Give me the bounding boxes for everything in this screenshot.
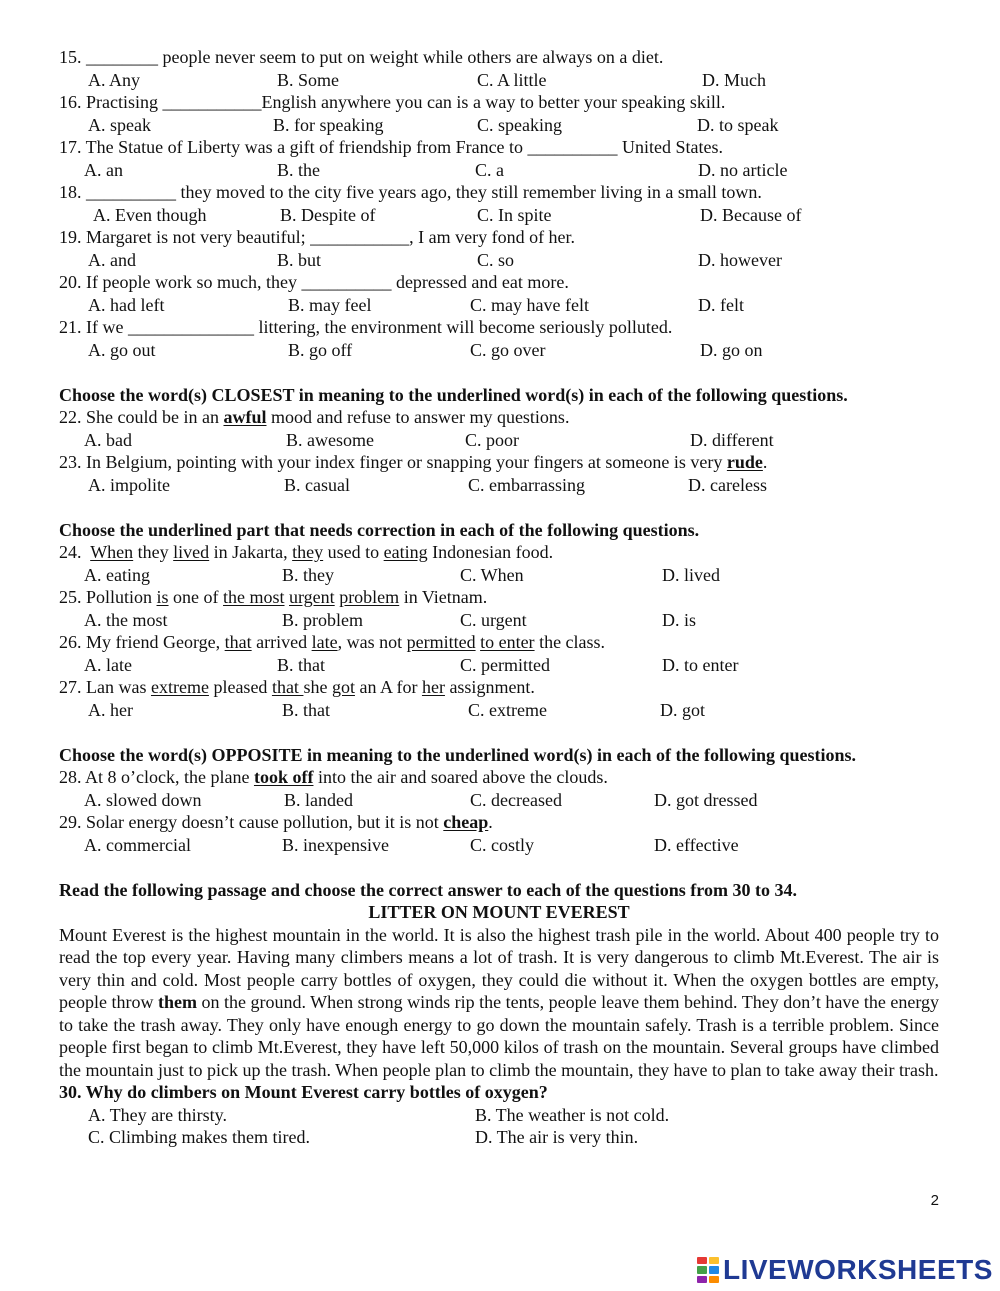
- option-a[interactable]: A. late: [84, 654, 132, 675]
- underlined-word: problem: [339, 587, 400, 607]
- underlined-word: cheap: [443, 812, 489, 832]
- options-row: [59, 564, 939, 587]
- option-d[interactable]: D. effective: [654, 834, 739, 855]
- stem-text: they: [133, 542, 174, 562]
- option-a[interactable]: A. eating: [84, 564, 150, 585]
- stem-text: 26. My friend George,: [59, 632, 225, 652]
- underlined-word: took off: [253, 767, 314, 787]
- stem-text: arrived: [251, 632, 312, 652]
- question-stem: [59, 631, 939, 654]
- stem-text: mood and refuse to answer my questions.: [266, 407, 570, 427]
- option-d[interactable]: D. got dressed: [654, 789, 758, 810]
- section-closest-instruction: Choose the word(s) CLOSEST in meaning to the underlined word(s) in each of the following questions.: [59, 384, 848, 405]
- stem-text: in Vietnam.: [399, 587, 488, 607]
- option-b[interactable]: B. they: [282, 564, 334, 585]
- option-d[interactable]: D. The air is very thin.: [475, 1127, 639, 1147]
- option-c[interactable]: C. poor: [465, 429, 519, 450]
- underlined-word: permitted: [406, 632, 476, 652]
- underlined-word: to enter: [480, 632, 535, 652]
- question-stem: [59, 181, 939, 204]
- option-d[interactable]: D. careless: [688, 474, 767, 495]
- options-row: [59, 789, 939, 812]
- underlined-word: that: [271, 677, 304, 697]
- stem-text: 29. Solar energy doesn’t cause pollution, but it is not: [59, 812, 444, 832]
- question-stem: [59, 676, 939, 699]
- stem-text: 22. She could be in an: [59, 407, 224, 427]
- option-d[interactable]: D. no article: [698, 159, 788, 180]
- questions-group-correction: [59, 541, 939, 721]
- options-row: [59, 474, 939, 497]
- question-stem: [59, 766, 939, 789]
- option-d[interactable]: D. felt: [698, 294, 744, 315]
- reading-instruction: Read the following passage and choose the correct answer to each of the questions from 30 to 34.: [59, 879, 797, 900]
- option-c[interactable]: C. extreme: [468, 699, 547, 720]
- option-c[interactable]: C. go over: [470, 339, 546, 360]
- option-b[interactable]: B. The weather is not cold.: [475, 1104, 670, 1125]
- question-30-options-row1: [59, 1104, 939, 1127]
- option-c[interactable]: C. a: [475, 159, 504, 180]
- question-30-stem: 30. Why do climbers on Mount Everest carry bottles of oxygen?: [59, 1082, 548, 1102]
- option-d[interactable]: D. Because of: [700, 204, 802, 225]
- questions-group-opposite: [59, 766, 939, 856]
- section-correction-instruction: Choose the underlined part that needs correction in each of the following questions.: [59, 519, 700, 540]
- question-stem: [59, 586, 939, 609]
- underlined-word: lived: [173, 542, 210, 562]
- option-d[interactable]: D. to speak: [697, 114, 779, 135]
- stem-text: one of: [168, 587, 224, 607]
- option-b[interactable]: B. go off: [288, 339, 353, 360]
- questions-group-closest: [59, 406, 939, 496]
- liveworksheets-logo: [697, 1253, 993, 1287]
- option-c[interactable]: C. urgent: [460, 609, 527, 630]
- option-a[interactable]: A. impolite: [88, 474, 170, 495]
- stem-text: Indonesian food.: [427, 542, 554, 562]
- passage-text-before: Mount Everest is the highest mountain in the world. It is also the highest trash pile in the world. About 400 people try to read the top every year. Having many climbers means a lot of trash. It is very dangerous to climb Mt.Everest. The air is very thin and cold. Most people carry bottles of oxygen, they could die without it. When the oxygen bottles are empty, people throw: [59, 924, 939, 1012]
- options-row: [59, 699, 939, 722]
- question-stem: [59, 46, 939, 69]
- options-row: [59, 834, 939, 857]
- option-b[interactable]: B. casual: [284, 474, 350, 495]
- option-a[interactable]: A. had left: [88, 294, 165, 315]
- stem-text: 28. At 8 o’clock, the plane: [59, 767, 254, 787]
- brand-name: LIVEWORKSHEETS: [723, 1253, 993, 1285]
- option-b[interactable]: B. may feel: [288, 294, 372, 315]
- underlined-word: eating: [383, 542, 428, 562]
- option-c[interactable]: C. Climbing makes them tired.: [88, 1127, 310, 1147]
- option-c[interactable]: C. so: [477, 249, 515, 270]
- option-d[interactable]: D. to enter: [662, 654, 739, 675]
- option-c[interactable]: C. In spite: [477, 204, 552, 225]
- logo-square: [697, 1276, 707, 1283]
- option-c[interactable]: C. permitted: [460, 654, 550, 675]
- stem-text: she: [303, 677, 332, 697]
- stem-text: the class.: [534, 632, 606, 652]
- underlined-word: rude: [726, 452, 763, 472]
- question-stem: [59, 316, 939, 339]
- section-opposite-instruction: Choose the word(s) OPPOSITE in meaning to the underlined word(s) in each of the following questions.: [59, 744, 857, 765]
- option-c[interactable]: C. embarrassing: [468, 474, 585, 495]
- question-stem: [59, 271, 939, 294]
- options-row: [59, 69, 939, 92]
- option-b[interactable]: B. but: [277, 249, 322, 270]
- questions-group-a: [59, 46, 939, 361]
- options-row: [59, 609, 939, 632]
- underlined-word: late: [311, 632, 338, 652]
- option-b[interactable]: B. inexpensive: [282, 834, 389, 855]
- underlined-word: extreme: [150, 677, 209, 697]
- question-stem: [59, 811, 939, 834]
- option-b[interactable]: B. Some: [277, 69, 340, 90]
- option-c[interactable]: C. costly: [470, 834, 535, 855]
- option-b[interactable]: B. awesome: [286, 429, 374, 450]
- option-a[interactable]: A. speak: [88, 114, 151, 135]
- passage-bold-word: them: [157, 992, 197, 1012]
- option-b[interactable]: B. that: [277, 654, 325, 675]
- option-c[interactable]: C. When: [460, 564, 524, 585]
- passage-title: LITTER ON MOUNT EVEREST: [368, 902, 630, 922]
- option-b[interactable]: B. Despite of: [280, 204, 376, 225]
- question-30-options-row2: [59, 1126, 939, 1149]
- option-a[interactable]: A. Even though: [93, 204, 207, 225]
- stem-text: an A for: [354, 677, 422, 697]
- underlined-word: urgent: [289, 587, 335, 607]
- option-a[interactable]: A. They are thirsty.: [88, 1104, 227, 1125]
- option-b[interactable]: B. for speaking: [273, 114, 384, 135]
- option-d[interactable]: D. lived: [662, 564, 720, 585]
- option-c[interactable]: C. A little: [477, 69, 547, 90]
- option-a[interactable]: A. bad: [84, 429, 132, 450]
- options-row: [59, 654, 939, 677]
- underlined-word: her: [421, 677, 445, 697]
- option-a[interactable]: A. go out: [88, 339, 156, 360]
- option-d[interactable]: D. Much: [702, 69, 766, 90]
- stem-text: 23. In Belgium, pointing with your index finger or snapping your fingers at someone is very: [59, 452, 727, 472]
- option-b[interactable]: B. the: [277, 159, 320, 180]
- underlined-word: that: [224, 632, 252, 652]
- stem-text: 20. If people work so much, they __________ depressed and eat more.: [59, 272, 569, 292]
- option-a[interactable]: A. and: [88, 249, 136, 270]
- stem-text: into the air and soared above the clouds.: [313, 767, 608, 787]
- stem-text: 27. Lan was: [59, 677, 151, 697]
- option-a[interactable]: A. her: [88, 699, 133, 720]
- underlined-word: got: [331, 677, 355, 697]
- liveworksheets-logo-icon: [697, 1257, 719, 1283]
- logo-square: [709, 1266, 719, 1273]
- option-c[interactable]: C. decreased: [470, 789, 562, 810]
- option-d[interactable]: D. got: [660, 699, 705, 720]
- options-row: [59, 429, 939, 452]
- stem-text: 25. Pollution: [59, 587, 157, 607]
- option-b[interactable]: B. landed: [284, 789, 353, 810]
- stem-text: 18. __________ they moved to the city five years ago, they still remember living in a small town.: [59, 182, 762, 202]
- option-a[interactable]: A. the most: [84, 609, 168, 630]
- passage-text-after: on the ground. When strong winds rip the tents, people leave them behind. They don’t have the energy to take the trash away. They only have enough energy to go down the mountain safely. Trash is a terrible problem. Since people first began to climb Mt.Everest, they have left 50,000 kilos of trash on the mountain. Several groups have climbed the mountain just to pick up the trash. When people plan to climb the mountain, they have to plan to take away their trash.: [59, 992, 939, 1080]
- option-c[interactable]: C. may have felt: [470, 294, 589, 315]
- stem-text: used to: [323, 542, 384, 562]
- question-stem: [59, 541, 939, 564]
- option-a[interactable]: A. Any: [88, 69, 141, 90]
- worksheet-page: [59, 46, 939, 1149]
- option-a[interactable]: A. slowed down: [84, 789, 202, 810]
- option-d[interactable]: D. however: [698, 249, 782, 270]
- options-row: [59, 339, 939, 362]
- stem-text: 15. ________ people never seem to put on weight while others are always on a diet.: [59, 47, 664, 67]
- question-stem: [59, 91, 939, 114]
- stem-text: 21. If we ______________ littering, the environment will become seriously polluted.: [59, 317, 673, 337]
- logo-square: [697, 1266, 707, 1273]
- stem-text: 16. Practising ___________English anywhere you can is a way to better your speaking skill.: [59, 92, 726, 112]
- options-row: [59, 249, 939, 272]
- underlined-word: they: [292, 542, 324, 562]
- question-stem: [59, 226, 939, 249]
- options-row: [59, 114, 939, 137]
- underlined-word: When: [90, 542, 134, 562]
- underlined-word: the most: [223, 587, 285, 607]
- option-d[interactable]: D. is: [662, 609, 697, 630]
- options-row: [59, 159, 939, 182]
- option-a[interactable]: A. an: [84, 159, 123, 180]
- stem-text: , was not: [337, 632, 407, 652]
- stem-text: .: [488, 812, 493, 832]
- logo-square: [709, 1276, 719, 1283]
- stem-text: pleased: [208, 677, 272, 697]
- option-b[interactable]: B. that: [282, 699, 330, 720]
- stem-text: 19. Margaret is not very beautiful; ___________, I am very fond of her.: [59, 227, 576, 247]
- logo-square: [709, 1257, 719, 1264]
- underlined-word: awful: [223, 407, 267, 427]
- stem-text: in Jakarta,: [209, 542, 293, 562]
- reading-passage: [59, 924, 939, 1082]
- option-d[interactable]: D. different: [690, 429, 774, 450]
- question-stem: [59, 451, 939, 474]
- page-number: 2: [930, 1192, 939, 1209]
- option-b[interactable]: B. problem: [282, 609, 363, 630]
- stem-text: 24.: [59, 542, 91, 562]
- question-stem: [59, 406, 939, 429]
- stem-text: assignment.: [444, 677, 535, 697]
- option-c[interactable]: C. speaking: [477, 114, 562, 135]
- question-stem: [59, 136, 939, 159]
- stem-text: .: [762, 452, 768, 472]
- logo-square: [697, 1257, 707, 1264]
- option-a[interactable]: A. commercial: [84, 834, 191, 855]
- option-d[interactable]: D. go on: [700, 339, 763, 360]
- options-row: [59, 294, 939, 317]
- stem-text: 17. The Statue of Liberty was a gift of friendship from France to __________ United States.: [59, 137, 724, 157]
- underlined-word: is: [156, 587, 169, 607]
- options-row: [59, 204, 939, 227]
